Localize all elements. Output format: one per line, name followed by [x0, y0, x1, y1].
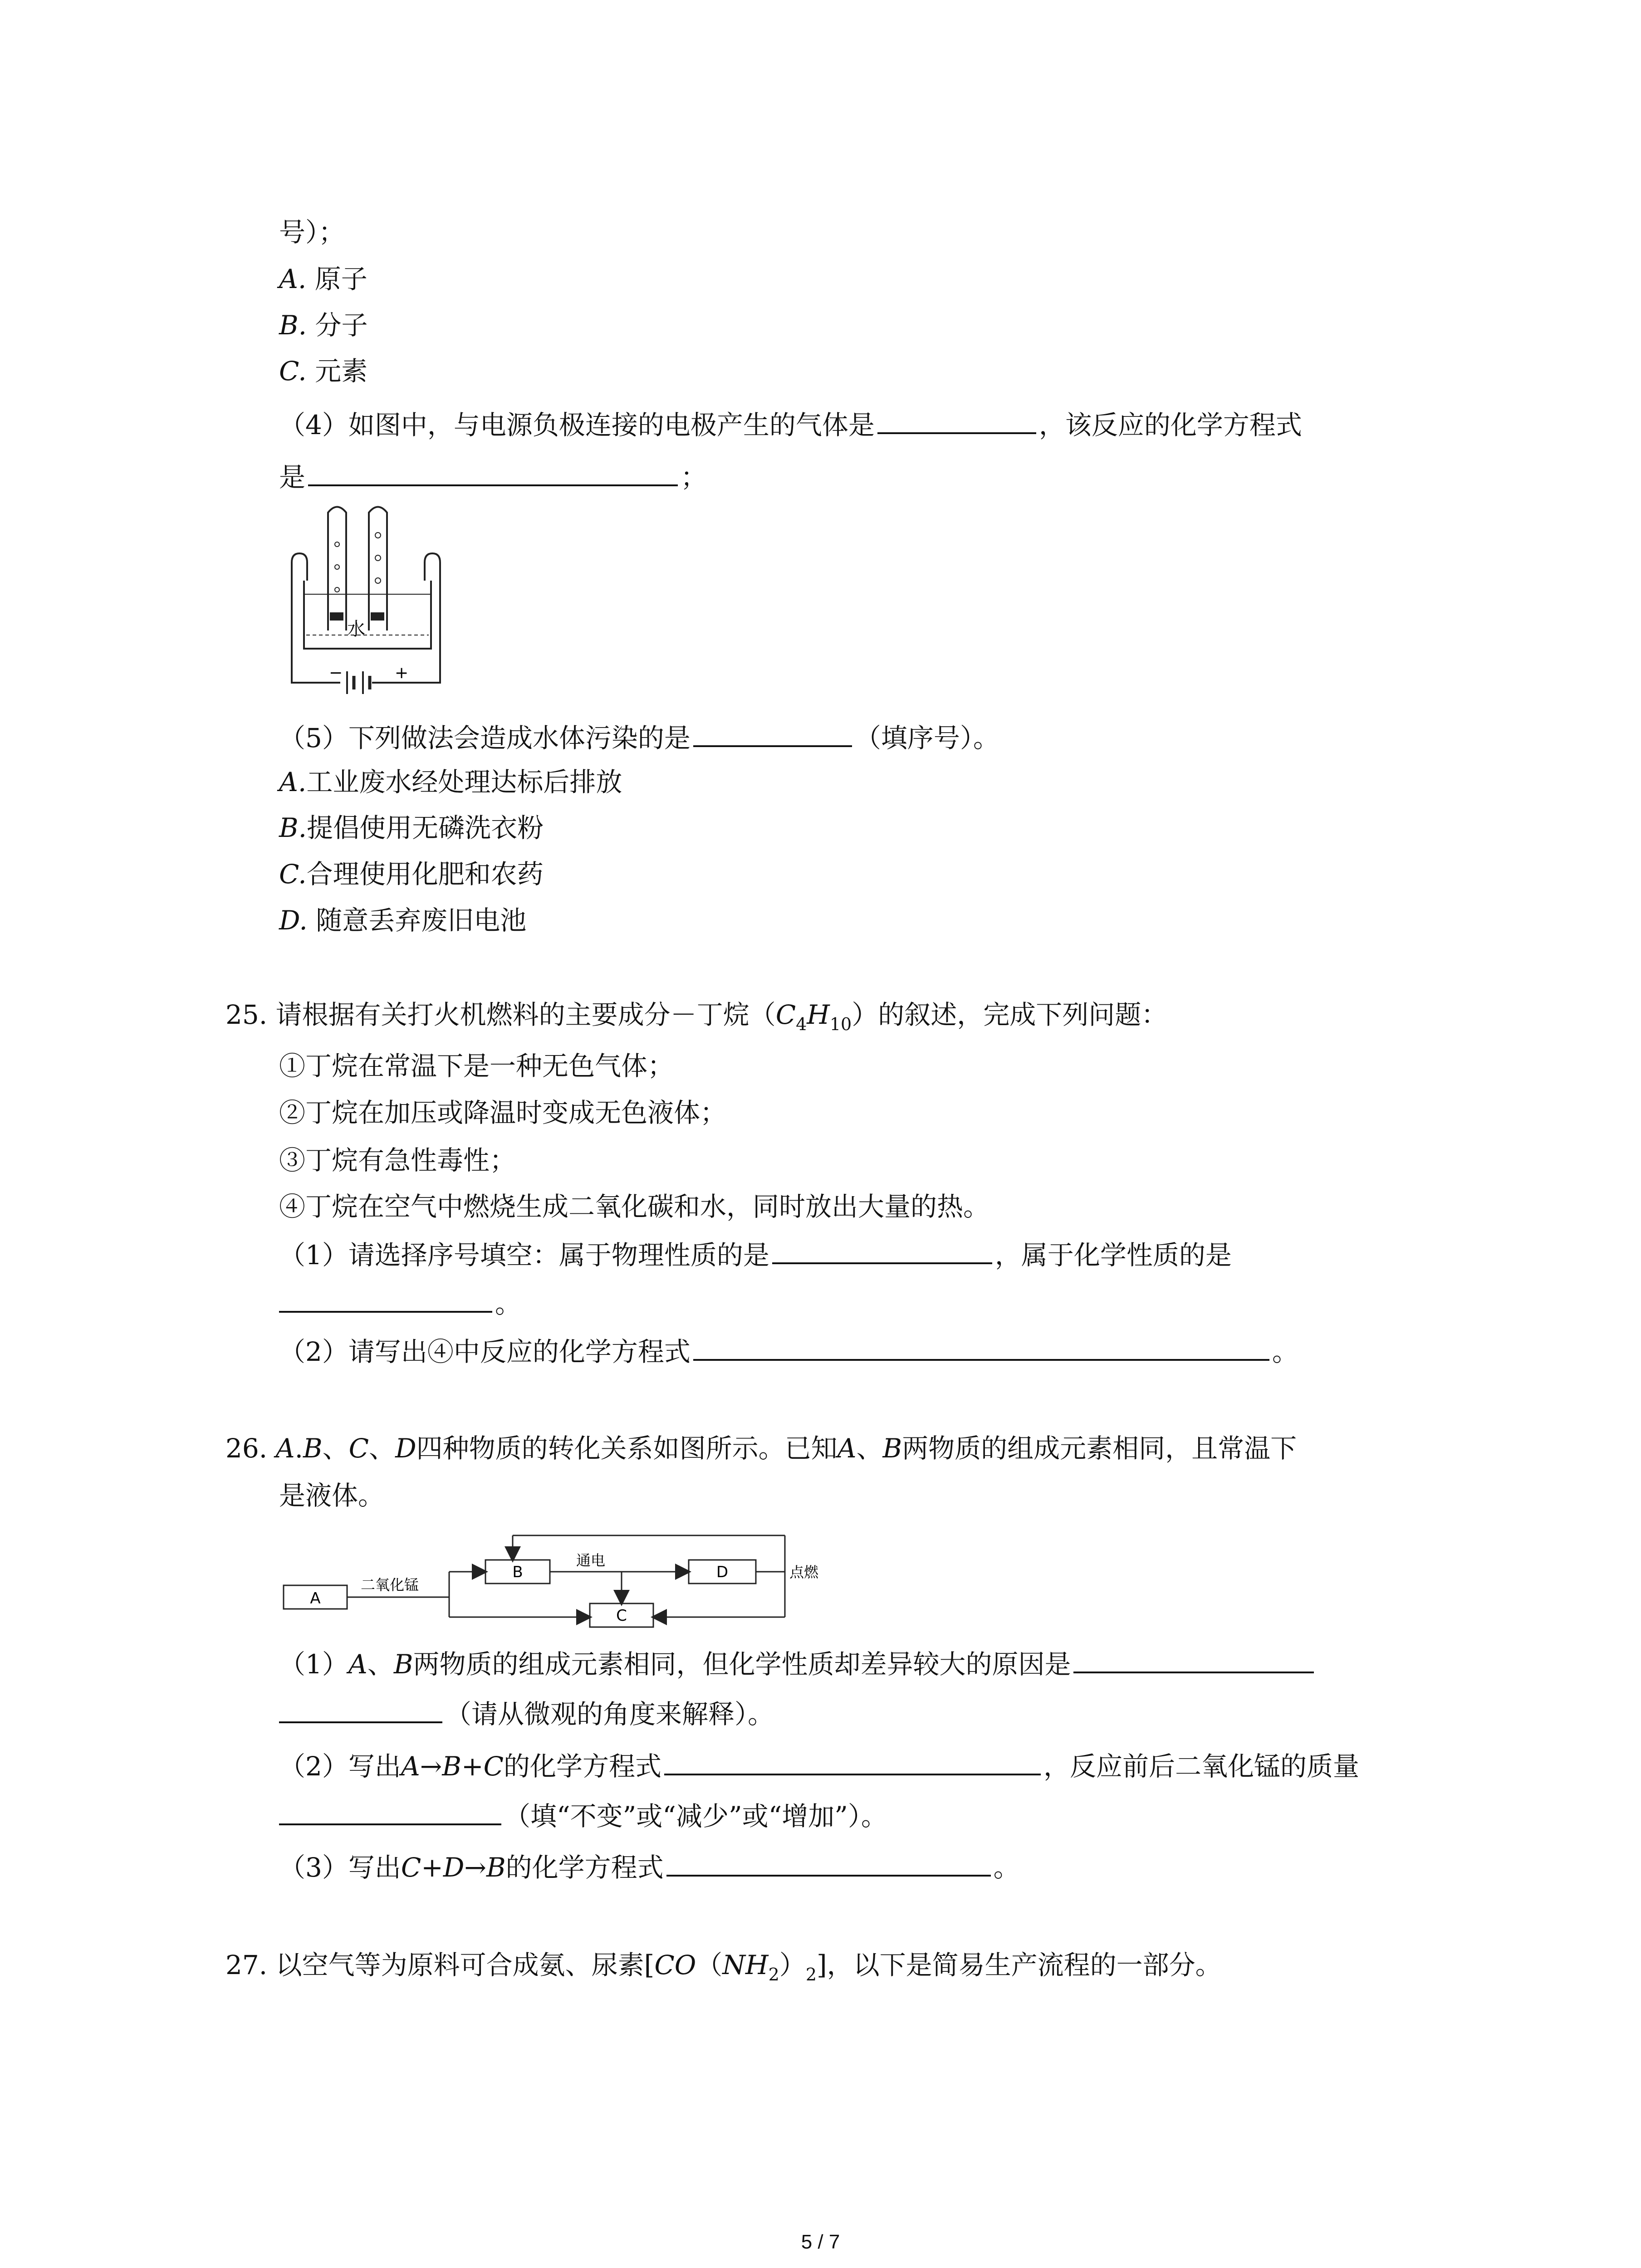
answer-blank[interactable] — [308, 457, 678, 486]
answer-blank[interactable] — [664, 1746, 1041, 1775]
q24-part5: （5）下列做法会造成水体污染的是 （填序号）。 — [279, 718, 999, 756]
negative-label: − — [329, 664, 343, 682]
q24-part4: （4）如图中，与电源负极连接的电极产生的气体是 ，该反应的化学方程式 — [279, 405, 1302, 443]
answer-blank[interactable] — [1073, 1644, 1314, 1673]
q25-item3: ③丁烷有急性毒性； — [279, 1145, 516, 1176]
q26-part1-cont: （请从微观的角度来解释）。 — [279, 1694, 774, 1732]
label-mno2: 二氧化锰 — [361, 1576, 419, 1593]
q25-part2: （2）请写出④中反应的化学方程式 。 — [279, 1332, 1298, 1370]
q26-flow-diagram — [281, 1522, 853, 1640]
answer-blank[interactable] — [279, 1796, 501, 1825]
answer-blank[interactable] — [666, 1848, 991, 1877]
q25-item1: ①丁烷在常温下是一种无色气体； — [279, 1051, 674, 1081]
q26-part3: （3）写出C+D→B的化学方程式 。 — [279, 1848, 1020, 1886]
q25-part1: （1）请选择序号填空：属于物理性质的是 ，属于化学性质的是 — [279, 1235, 1232, 1273]
q24-continuation: 号）； — [279, 217, 345, 248]
q26-part1: （1）A、B两物质的组成元素相同，但化学性质却差异较大的原因是 — [279, 1644, 1317, 1682]
q27-intro: 27. 以空气等为原料可合成氨、尿素$[CO(NH_2)_2]$，以下是简易生产流程的一部分。 — [225, 1950, 1222, 1984]
q25-intro: 25. 请根据有关打火机燃料的主要成分－丁烷$(C_4H_{10})$的叙述，完成下列问题： — [225, 999, 1168, 1034]
water-label: 水 — [347, 619, 365, 640]
q24-option-b: B. 分子 — [279, 310, 368, 341]
q25-item4: ④丁烷在空气中燃烧生成二氧化碳和水，同时放出大量的热。 — [279, 1191, 990, 1222]
answer-blank[interactable] — [772, 1235, 992, 1264]
q25-item2: ②丁烷在加压或降温时变成无色液体； — [279, 1097, 727, 1128]
q26-part2: （2）写出A→B+C的化学方程式 ，反应前后二氧化锰的质量 — [279, 1746, 1359, 1784]
positive-label: + — [395, 664, 409, 682]
q24-option-a: A. 原子 — [279, 264, 367, 294]
page-number: 5 / 7 — [801, 2231, 840, 2253]
label-a: A — [310, 1589, 321, 1608]
answer-blank[interactable] — [877, 405, 1036, 434]
answer-blank[interactable] — [279, 1284, 492, 1313]
q24-option-c: C. 元素 — [279, 356, 368, 386]
label-b: B — [512, 1563, 523, 1581]
label-tongdian: 通电 — [576, 1552, 606, 1569]
answer-blank[interactable] — [279, 1694, 442, 1723]
q25-part1-cont: 。 — [279, 1284, 521, 1322]
q26-intro-cont: 是液体。 — [279, 1480, 385, 1511]
answer-blank[interactable] — [693, 1332, 1269, 1361]
q26-intro: 26. A.B、C、D四种物质的转化关系如图所示。已知A、B两物质的组成元素相同，且常温下 — [225, 1433, 1297, 1464]
q24-5-option-c: C.合理使用化肥和农药 — [279, 859, 544, 890]
label-dianran: 点燃 — [789, 1564, 819, 1581]
q26-part2-cont: （填“不变”或“减少”或“增加”）。 — [279, 1796, 887, 1834]
label-d: D — [716, 1563, 729, 1581]
label-c: C — [616, 1607, 627, 1625]
q24-5-option-d: D. 随意丢弃废旧电池 — [279, 905, 527, 936]
q24-5-option-a: A.工业废水经处理达标后排放 — [279, 767, 622, 797]
q24-5-option-b: B.提倡使用无磷洗衣粉 — [279, 812, 544, 843]
electrolysis-apparatus-figure — [279, 499, 451, 708]
answer-blank[interactable] — [693, 718, 852, 747]
q24-part4-cont: 是 ； — [279, 457, 707, 495]
